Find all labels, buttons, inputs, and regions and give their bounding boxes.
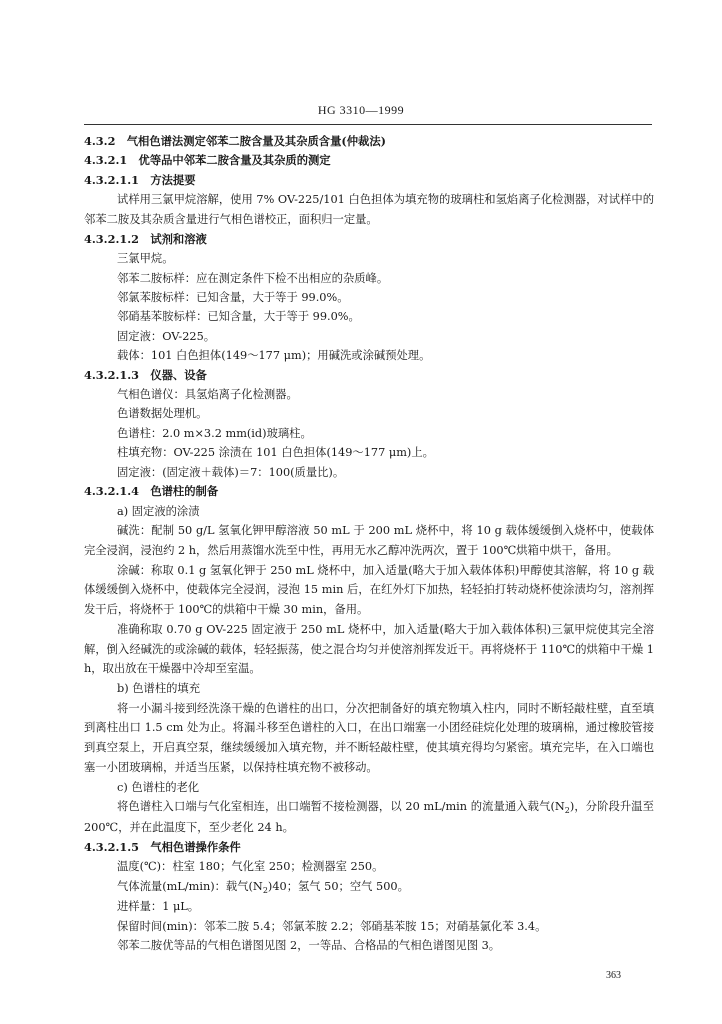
header-rule — [84, 124, 652, 125]
section-4-3-2-heading: 4.3.2 气相色谱法测定邻苯二胺含量及其杂质含量(仲裁法) — [84, 134, 386, 148]
reagent-item: 邻氯苯胺标样：已知含量，大于等于 99.0%。 — [117, 291, 349, 305]
instrument-item: 色谱数据处理机。 — [117, 407, 208, 421]
condition-gas-flow — [84, 877, 654, 897]
reagent-item: 三氯甲烷。 — [117, 252, 174, 266]
subsection-b-title: b) 色谱柱的填充 — [117, 682, 201, 696]
instrument-item: 柱填充物：OV-225 涂渍在 101 白色担体(149～177 μm)上。 — [117, 446, 434, 460]
section-4-3-2-1-1-heading: 4.3.2.1.1 方法提要 — [84, 172, 196, 187]
section-4-3-2-1-3-heading: 4.3.2.1.3 仪器、设备 — [84, 367, 207, 382]
column-filling-paragraph: 将一小漏斗接到经洗涤干燥的色谱柱的出口，分次把制备好的填充物填入柱内，同时不断轻敲柱壁，直至填到离柱出口 1.5 cm 处为止。将漏斗移至色谱柱的入口，在出口端塞一小团经硅烷化处理的玻璃棉，通过橡胶管接到真空泵上，开启真空泵，继续缓缓加入填充物，并不断轻敲柱壁，使其填充得均匀紧密。填充完毕，在入口端也塞一小团玻璃棉，并适当压紧，以保持柱填充物不被移动。 — [84, 701, 654, 775]
column-aging-paragraph — [84, 797, 654, 838]
gas-flow-text-start: 气体流量(mL/min)：载气(N — [117, 879, 263, 893]
condition-injection: 进样量：1 μL。 — [117, 900, 200, 914]
alkali-wash-paragraph: 碱洗：配制 50 g/L 氢氧化钾甲醇溶液 50 mL 于 200 mL 烧杯中，将 10 g 载体缓缓倒入烧杯中，使载体完全浸润，浸泡约 2 h，然后用蒸馏水洗至中性，再用无水乙醇冲洗两次，置于 100℃烘箱中烘干，备用。 — [84, 523, 654, 557]
section-4-3-2-1-5-heading: 4.3.2.1.5 气相色谱操作条件 — [84, 839, 241, 854]
nitrogen-subscript: 2 — [262, 885, 268, 895]
instrument-item: 气相色谱仪：具氢焰离子化检测器。 — [117, 388, 298, 402]
section-4-3-2-1-2-heading: 4.3.2.1.2 试剂和溶液 — [84, 231, 207, 246]
instrument-item: 固定液：(固定液＋载体)＝7：100(质量比)。 — [117, 465, 345, 479]
standard-code-header: HG 3310—1999 — [317, 103, 405, 117]
alkali-coating-paragraph: 涂碱：称取 0.1 g 氢氧化钾于 250 mL 烧杯中，加入适量(略大于加入载体体积)甲醇使其溶解，将 10 g 载体缓缓倒入烧杯中，使载体完全浸润，浸泡 15 min 后，在红外灯下加热，轻轻拍打转动烧杯使涂渍均匀，溶剂挥发干后，将烧杯于 100℃的烘箱中干燥 30 min，备用。 — [84, 563, 654, 617]
aging-text-start: 将色谱柱入口端与气化室相连，出口端暂不接检测器，以 20 mL/min 的流量通入载气(N — [117, 800, 565, 814]
aging-text-end: )，分阶段升温至 200℃，并在此温度下，至少老化 24 h。 — [84, 800, 654, 835]
reagent-item: 邻苯二胺标样：应在测定条件下检不出相应的杂质峰。 — [117, 271, 389, 285]
stationary-phase-paragraph: 准确称取 0.70 g OV-225 固定液于 250 mL 烧杯中，加入适量(略大于加入载体体积)三氯甲烷使其完全溶解，倒入经碱洗的或涂碱的载体，轻轻振荡，使之混合均匀并使溶剂挥发近干。再将烧杯于 110℃的烘箱中干燥 1 h，取出放在干燥器中冷却至室温。 — [84, 622, 654, 676]
section-4-3-2-1-4-heading: 4.3.2.1.4 色谱柱的制备 — [84, 484, 219, 499]
condition-retention-time: 保留时间(min)：邻苯二胺 5.4；邻氯苯胺 2.2；邻硝基苯胺 15；对硝基氯化苯 3.4。 — [117, 919, 547, 933]
condition-temperature: 温度(℃)：柱室 180；气化室 250；检测器室 250。 — [117, 860, 384, 874]
condition-figure-reference: 邻苯二胺优等品的气相色谱图见图 2，一等品、合格品的气相色谱图见图 3。 — [117, 938, 501, 952]
reagent-item: 载体：101 白色担体(149～177 μm)；用碱洗或涂碱预处理。 — [117, 349, 431, 363]
page-number: 363 — [606, 970, 621, 981]
principle-paragraph: 试样用三氯甲烷溶解，使用 7% OV-225/101 白色担体为填充物的玻璃柱和氢焰离子化检测器，对试样中的邻苯二胺及其杂质含量进行气相色谱校正，面积归一定量。 — [84, 193, 654, 227]
reagent-item: 固定液：OV-225。 — [117, 329, 216, 343]
subsection-a-title: a) 固定液的涂渍 — [117, 504, 200, 518]
section-4-3-2-1-heading: 4.3.2.1 优等品中邻苯二胺含量及其杂质的测定 — [84, 153, 331, 168]
document-body — [84, 132, 654, 955]
subsection-c-title: c) 色谱柱的老化 — [117, 780, 200, 794]
instrument-item: 色谱柱：2.0 m×3.2 mm(id)玻璃柱。 — [117, 426, 312, 440]
reagent-item: 邻硝基苯胺标样：已知含量，大于等于 99.0%。 — [117, 310, 360, 324]
nitrogen-subscript: 2 — [564, 806, 570, 816]
gas-flow-text-end: )40；氢气 50；空气 500。 — [267, 879, 409, 893]
